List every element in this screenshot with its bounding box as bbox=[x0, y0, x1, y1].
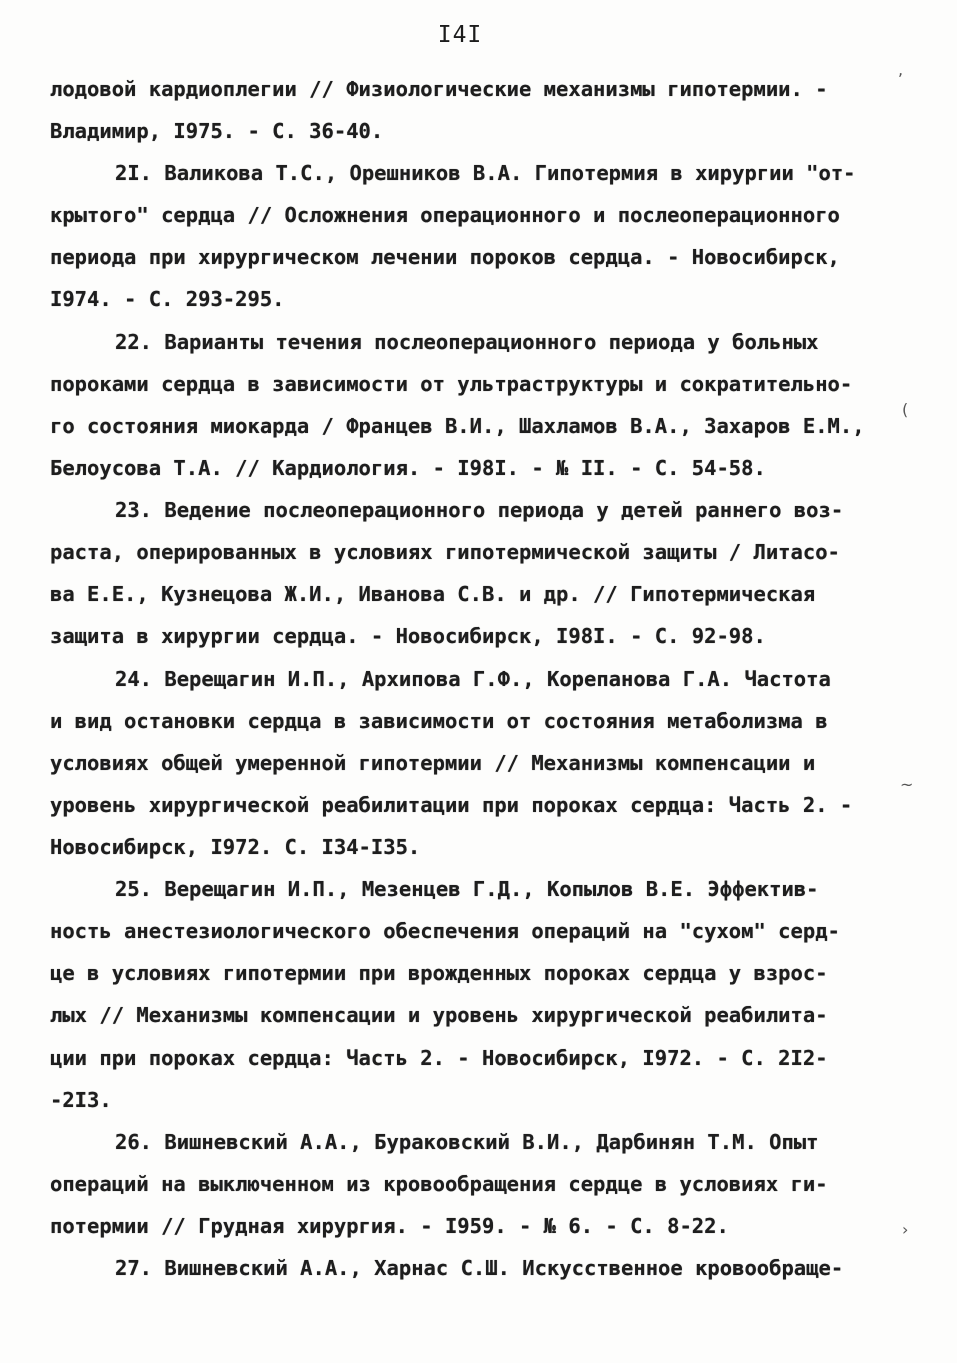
text-line: лых // Механизмы компенсации и уровень хирургической реабилита- bbox=[50, 1003, 828, 1027]
text-line: 2I. Валикова Т.С., Орешников В.А. Гипотермия в хирургии "от- bbox=[115, 161, 856, 185]
text-line: Белоусова Т.А. // Кардиология. - I98I. - № II. - С. 54-58. bbox=[50, 456, 766, 480]
text-line: пороками сердца в зависимости от ультраструктуры и сократительно- bbox=[50, 372, 853, 396]
text-line: 22. Варианты течения послеоперационного периода у больных bbox=[115, 330, 819, 354]
text-line: 24. Верещагин И.П., Архипова Г.Ф., Корепанова Г.А. Частота bbox=[115, 667, 831, 691]
text-line: ность анестезиологического обеспечения операций на "сухом" серд- bbox=[50, 919, 840, 943]
text-line: крытого" сердца // Осложнения операционного и послеоперационного bbox=[50, 203, 840, 227]
text-line: раста, оперированных в условиях гипотермической защиты / Литасо- bbox=[50, 540, 840, 564]
text-line: периода при хирургическом лечении пороков сердца. - Новосибирск, bbox=[50, 245, 840, 269]
text-line: 23. Ведение послеоперационного периода у детей раннего воз- bbox=[115, 498, 844, 522]
text-line: -2I3. bbox=[50, 1088, 112, 1112]
text-line: ва Е.Е., Кузнецова Ж.И., Иванова С.В. и др. // Гипотермическая bbox=[50, 582, 816, 606]
text-line: потермии // Грудная хирургия. - I959. - № 6. - С. 8-22. bbox=[50, 1214, 729, 1238]
text-line: лодовой кардиоплегии // Физиологические механизмы гипотермии. - bbox=[50, 77, 828, 101]
page-number: I4I bbox=[437, 22, 483, 48]
margin-mark: ( bbox=[902, 400, 909, 419]
text-line: защита в хирургии сердца. - Новосибирск, I98I. - С. 92-98. bbox=[50, 624, 766, 648]
margin-mark: ~ bbox=[900, 775, 914, 794]
text-line: операций на выключенном из кровообращения сердце в условиях ги- bbox=[50, 1172, 828, 1196]
text-line: Новосибирск, I972. С. I34-I35. bbox=[50, 835, 421, 859]
text-line: го состояния миокарда / Францев В.И., Шахламов В.А., Захаров Е.М., bbox=[50, 414, 865, 438]
text-line: 25. Верещагин И.П., Мезенцев Г.Д., Копылов В.Е. Эффектив- bbox=[115, 877, 819, 901]
text-line: уровень хирургической реабилитации при пороках сердца: Часть 2. - bbox=[50, 793, 853, 817]
text-line: 26. Вишневский А.А., Бураковский В.И., Дарбинян Т.М. Опыт bbox=[115, 1130, 819, 1154]
text-line: ции при пороках сердца: Часть 2. - Новосибирск, I972. - С. 2I2- bbox=[50, 1046, 828, 1070]
text-line: Владимир, I975. - С. 36-40. bbox=[50, 119, 384, 143]
text-line: 27. Вишневский А.А., Харнас С.Ш. Искусственное кровообраще- bbox=[115, 1256, 844, 1280]
margin-mark: , bbox=[898, 60, 904, 79]
text-line: и вид остановки сердца в зависимости от состояния метаболизма в bbox=[50, 709, 828, 733]
text-line: це в условиях гипотермии при врожденных пороках сердца у взрос- bbox=[50, 961, 828, 985]
text-line: условиях общей умеренной гипотермии // Механизмы компенсации и bbox=[50, 751, 816, 775]
text-line: I974. - С. 293-295. bbox=[50, 287, 285, 311]
margin-mark: › bbox=[902, 1220, 909, 1239]
